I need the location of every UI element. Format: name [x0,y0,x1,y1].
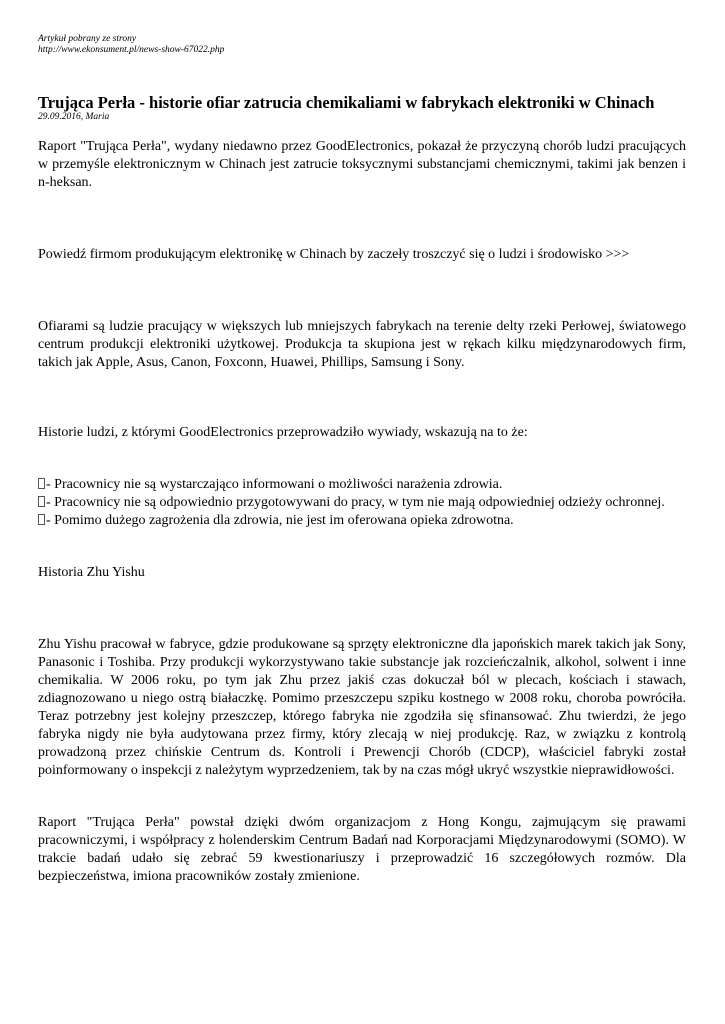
findings-list [38,476,686,530]
list-item [38,476,686,494]
bullet-box-icon [38,478,45,489]
victims-paragraph: Ofiarami są ludzie pracujący w większych lub mniejszych fabrykach na terenie delty rzeki Perłowej, światowego centrum produkcji elektroniki użytkowej. Produkcja ta skupiona jest w rękach kilku międzynarodowych firm, takich jak Apple, Asus, Canon, Foxconn, Huawei, Phillips, Samsung i Sony. [38,319,686,370]
list-item [38,494,686,512]
article-date-author: 29.09.2016, Maria [38,112,110,122]
source-note [38,34,686,56]
source-label: Artykuł pobrany ze strony [38,34,137,44]
zhu-story-paragraph: Zhu Yishu pracował w fabryce, gdzie produkowane są sprzęty elektroniczne dla japońskich marek takich jak Sony, Panasonic i Toshiba. Przy produkcji wykorzystywano takie substancje jak rozcieńczalnik, alkohol, solwent i inne chemikalia. W 2006 roku, po tym jak Zhu przez jakiś czas dokuczał ból w plecach, kościach i stawach, zdiagnozowano u niego ostrą białaczkę. Pomimo przeszczepu szpiku kostnego w 2008 roku, choroba powróciła. Teraz potrzebny jest kolejny przeszczep, którego fabryka nie zgodziła się sfinansować. Zhu twierdzi, że jego fabryka nigdy nie była audytowana przez firmy, który zlecają w niej produkcję. Raz, w związku z kontrolą prowadzoną przez chińskie Centrum ds. Kontroli i Prewencji Chorób (CDCP), właściciel fabryki został poinformowany o inspekcji z należytym wyprzedzeniem, tak by na czas mógł ukryć wszystkie nieprawidłowości. [38,637,686,778]
bullet-box-icon [38,514,45,525]
histories-intro-paragraph: Historie ludzi, z którymi GoodElectronics przeprowadziło wywiady, wskazują na to że: [38,425,528,440]
list-item [38,512,686,530]
article-title: Trująca Perła - historie ofiar zatrucia chemikaliami w fabrykach elektroniki w Chinach [38,93,655,112]
list-item-text: - Pracownicy nie są wystarczająco informowani o możliwości narażenia zdrowia. [46,477,503,492]
list-item-text: - Pomimo dużego zagrożenia dla zdrowia, nie jest im oferowana opieka zdrowotna. [46,513,514,528]
intro-paragraph: Raport "Trująca Perła", wydany niedawno przez GoodElectronics, pokazał że przyczyną chorób ludzi pracujących w przemyśle elektronicznym w Chinach jest zatrucie toksycznymi substancjami chemicznymi, takimi jak benzen i n-heksan. [38,139,686,190]
section-heading: Historia Zhu Yishu [38,565,145,580]
bullet-box-icon [38,496,45,507]
list-item-text: - Pracownicy nie są odpowiednio przygotowywani do pracy, w tym nie mają odpowiedniej odzieży ochronnej. [46,495,665,510]
call-to-action-link[interactable]: Powiedź firmom produkującym elektronikę w Chinach by zaczeły troszczyć się o ludzi i środowisko >>> [38,247,630,262]
document-page [38,34,686,886]
source-url: http://www.ekonsument.pl/news-show-67022.php [38,45,225,55]
report-origin-paragraph: Raport "Trująca Perła" powstał dzięki dwóm organizacjom z Hong Kongu, zajmującym się prawami pracowniczymi, i współpracy z holenderskim Centrum Badań nad Korporacjami Międzynarodowymi (SOMO). W trakcie badań udało się zebrać 59 kwestionariuszy i przeprowadzić 16 szczegółowych rozmów. Dla bezpieczeństwa, imiona pracowników zostały zmienione. [38,815,686,884]
